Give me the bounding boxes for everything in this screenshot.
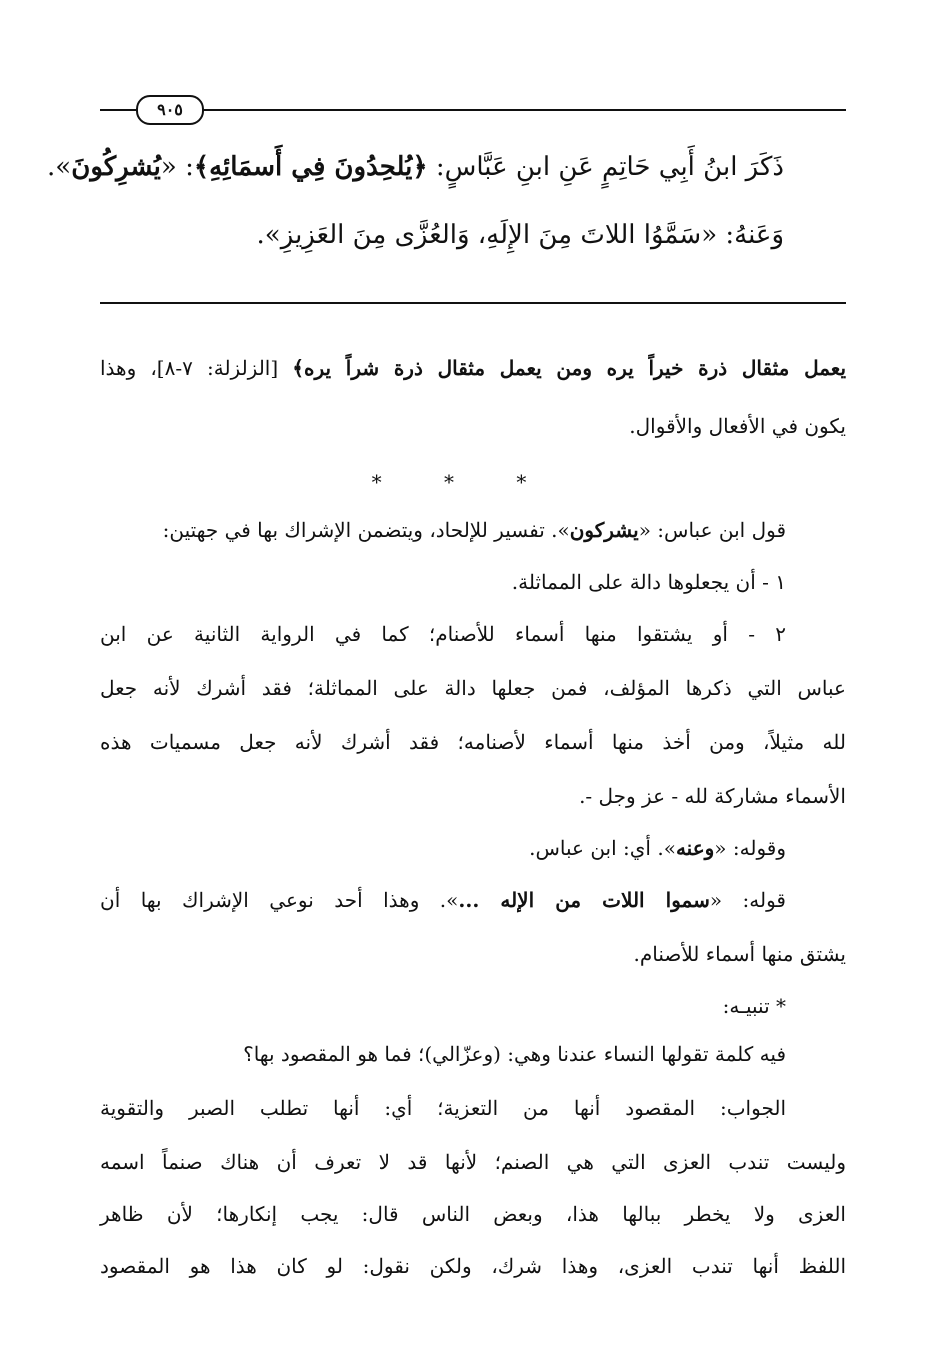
quran-verse: يعمل مثقال ذرة خيراً يره ومن يعمل مثقال ذرة شراً يره﴾ [292, 356, 847, 380]
commentary-line-9 [100, 836, 846, 860]
line-9-quoted: وعنه [675, 836, 715, 860]
commentary-line-6: عباس التي ذكرها المؤلف، فمن جعلها دالة على المماثلة؛ فقد أشرك لأنه جعل [100, 676, 846, 700]
commentary-line-8: الأسماء مشاركة لله - عز وجل -. [579, 784, 846, 808]
matn-bottom-rule [100, 302, 846, 304]
line-3-a: قول ابن عباس: « [638, 518, 786, 542]
line-10-quoted: سموا اللات من الإله ... [458, 888, 710, 912]
matn-line-2: وَعَنهُ: «سَمَّوُا اللاتَ مِنَ الإِلَهِ، وَالعُزَّى مِنَ العَزِيزِ». [256, 220, 784, 250]
note-heading: * تنبيـه: [722, 994, 786, 1018]
matn-line-1-prefix: ذَكَرَ ابنُ أَبِي حَاتِمٍ عَنِ ابنِ عَبَّاسٍ: [427, 152, 784, 182]
line-10-c: ». وهذا أحد نوعي الإشراك بها أن [100, 888, 459, 912]
commentary-line-7: لله مثيلاً، ومن أخذ منها أسماء لأصنامه؛ فقد أشرك لأنه جعل مسميات هذه [100, 730, 846, 754]
commentary-line-16: العزى ولا يخطر ببالها هذا، وبعض الناس قال: يجب إنكارها؛ لأن ظاهر [100, 1202, 846, 1226]
page-number: ٩٠٥ [136, 95, 204, 125]
line-9-a: وقوله: « [714, 836, 786, 860]
line-3-quoted: يشركون [569, 518, 639, 542]
commentary-line-13: فيه كلمة تقولها النساء عندنا وهي: (وعزّالي)؛ فما هو المقصود بها؟ [243, 1042, 786, 1066]
list-item-2: ٢ - أو يشتقوا منها أسماء للأصنام؛ كما في الرواية الثانية عن ابن [100, 622, 786, 646]
commentary-line-14: الجواب: المقصود أنها من التعزية؛ أي: أنها تطلب الصبر والتقوية [100, 1096, 787, 1120]
commentary-line-3 [100, 518, 846, 542]
matn-quran-quote: ﴿يُلحِدُونَ فِي أَسمَائِهِ﴾ [193, 152, 428, 182]
matn-quoted-word: يُشرِكُونَ [71, 152, 161, 182]
verse-reference: [الزلزلة: ٧-٨]، وهذا [100, 356, 293, 380]
commentary-line-11: يشتق منها أسماء للأصنام. [633, 942, 846, 966]
list-item-1: ١ - أن يجعلوها دالة على المماثلة. [511, 570, 786, 594]
matn-line-1 [47, 152, 784, 182]
line-3-c: ». تفسير للإلحاد، ويتضمن الإشراك بها في جهتين: [162, 518, 570, 542]
section-separator-stars: * * * [371, 470, 555, 494]
line-9-c: ». أي: ابن عباس. [529, 836, 676, 860]
commentary-line-10 [100, 888, 846, 912]
commentary-line-2: يكون في الأفعال والأقوال. [629, 414, 846, 438]
commentary-line-17: اللفظ أنها تندب العزى، وهذا شرك، ولكن نقول: لو كان هذا هو المقصود [100, 1254, 846, 1278]
matn-line-1-mid: : « [160, 152, 194, 182]
commentary-line-1 [100, 356, 846, 380]
matn-line-1-end: ». [47, 152, 72, 182]
header-rule [100, 109, 846, 111]
line-10-a: قوله: « [709, 888, 786, 912]
commentary-line-15: وليست تندب العزى التي هي الصنم؛ لأنها قد لا تعرف أن هناك صنماً اسمه [100, 1150, 846, 1174]
